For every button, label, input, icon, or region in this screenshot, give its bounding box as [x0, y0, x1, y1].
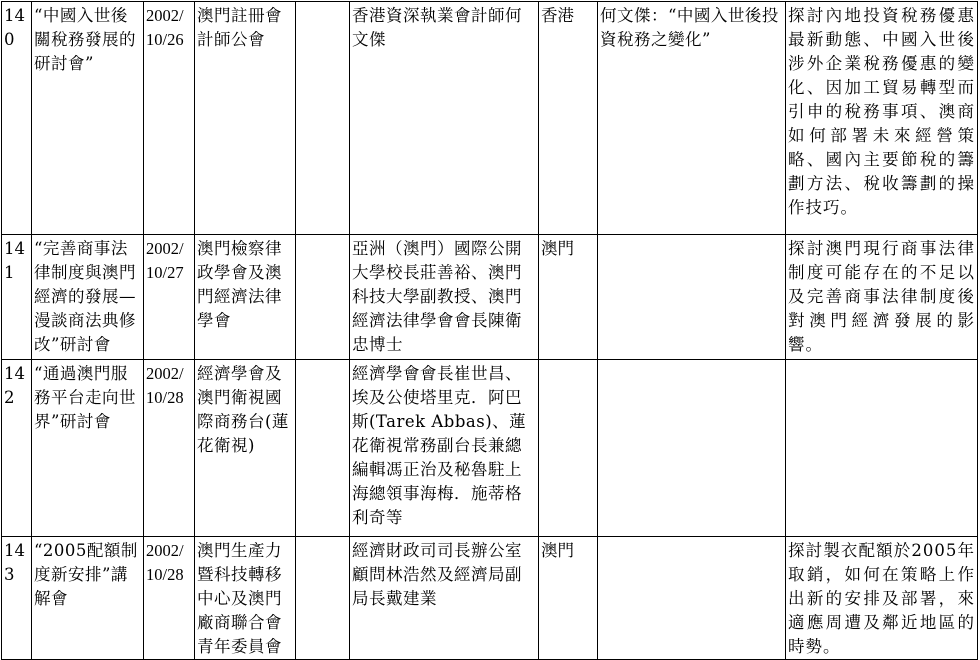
row-number: 143 — [4, 541, 25, 584]
guests-cell — [350, 537, 539, 660]
venue-cell — [539, 360, 598, 537]
row-number-cell — [2, 537, 32, 660]
event-topic: “完善商事法律制度與澳門經濟的發展—漫談商法典修改”研討會 — [34, 239, 136, 354]
row-number-cell — [2, 2, 32, 235]
venue-cell — [539, 537, 598, 660]
event-guests: 經濟財政司司長辦公室顧問林浩然及經濟局副局長戴建業 — [352, 541, 522, 608]
date-cell — [144, 2, 195, 235]
event-date: 2002/ 10/28 — [146, 541, 184, 584]
venue-cell — [539, 2, 598, 235]
speaker-cell — [598, 360, 786, 537]
event-organizer: 經濟學會及澳門衛視國際商務台(蓮花衛視) — [197, 364, 289, 455]
co-organizer-cell — [296, 2, 350, 235]
event-content: 探討製衣配額於2005年取銷，如何在策略上作出新的安排及部署，來適應周遭及鄰近地區的時勢。 — [788, 541, 975, 656]
event-topic: “中國入世後關稅務發展的研討會” — [34, 6, 136, 73]
table-row — [2, 360, 978, 537]
table-row — [2, 235, 978, 360]
table-row — [2, 2, 978, 235]
row-number-cell — [2, 235, 32, 360]
row-number: 142 — [4, 364, 25, 407]
event-content: 探討內地投資稅務優惠最新動態、中國入世後涉外企業稅務優惠的變化、因加工貿易轉型而引申的稅務事項、澳商如何部署未來經營策略、國內主要節稅的籌劃方法、稅收籌劃的操作技巧。 — [788, 6, 975, 217]
event-topic: “通過澳門服務平台走向世界”研討會 — [34, 364, 136, 431]
organizer-cell — [195, 2, 296, 235]
content-cell — [786, 360, 978, 537]
event-date: 2002/ 10/28 — [146, 364, 184, 407]
event-date: 2002/ 10/27 — [146, 239, 184, 282]
organizer-cell — [195, 360, 296, 537]
co-organizer-cell — [296, 235, 350, 360]
event-organizer: 澳門檢察律政學會及澳門經濟法律學會 — [197, 239, 282, 330]
content-cell — [786, 2, 978, 235]
topic-cell — [32, 2, 144, 235]
guests-cell — [350, 2, 539, 235]
organizer-cell — [195, 537, 296, 660]
event-guests: 經濟學會會長崔世昌、埃及公使塔里克．阿巴斯(Tarek Abbas)、蓮花衛視常務副台長兼總編輯馮正治及秘魯駐上海總領事海梅．施蒂格利奇等 — [352, 364, 527, 527]
guests-cell — [350, 360, 539, 537]
seminar-table — [1, 1, 978, 660]
content-cell — [786, 235, 978, 360]
speaker-cell — [598, 2, 786, 235]
venue-cell — [539, 235, 598, 360]
event-venue: 香港 — [541, 6, 574, 25]
date-cell — [144, 235, 195, 360]
event-guests: 亞洲（澳門）國際公開大學校長莊善裕、澳門科技大學副教授、澳門經濟法律學會會長陳衛忠博士 — [352, 239, 522, 354]
date-cell — [144, 360, 195, 537]
table-row — [2, 537, 978, 660]
guests-cell — [350, 235, 539, 360]
date-cell — [144, 537, 195, 660]
organizer-cell — [195, 235, 296, 360]
event-venue: 澳門 — [541, 239, 574, 258]
row-number: 140 — [4, 6, 25, 49]
topic-cell — [32, 235, 144, 360]
event-date: 2002/ 10/26 — [146, 6, 184, 49]
event-content: 探討澳門現行商事法律制度可能存在的不足以及完善商事法律制度後對澳門經濟發展的影響。 — [788, 239, 975, 354]
event-organizer: 澳門生產力暨科技轉移中心及澳門廠商聯合會青年委員會 — [197, 541, 282, 656]
row-number-cell — [2, 360, 32, 537]
content-cell — [786, 537, 978, 660]
row-number: 141 — [4, 239, 25, 282]
event-topic: “2005配額制度新安排”講解會 — [34, 541, 138, 608]
speaker-cell — [598, 537, 786, 660]
speaker-cell — [598, 235, 786, 360]
co-organizer-cell — [296, 537, 350, 660]
topic-cell — [32, 537, 144, 660]
event-organizer: 澳門註冊會計師公會 — [197, 6, 282, 49]
co-organizer-cell — [296, 360, 350, 537]
event-venue: 澳門 — [541, 541, 574, 560]
topic-cell — [32, 360, 144, 537]
event-guests: 香港資深執業會計師何文傑 — [352, 6, 522, 49]
event-speaker: 何文傑：“中國入世後投資稅務之變化” — [600, 6, 779, 49]
